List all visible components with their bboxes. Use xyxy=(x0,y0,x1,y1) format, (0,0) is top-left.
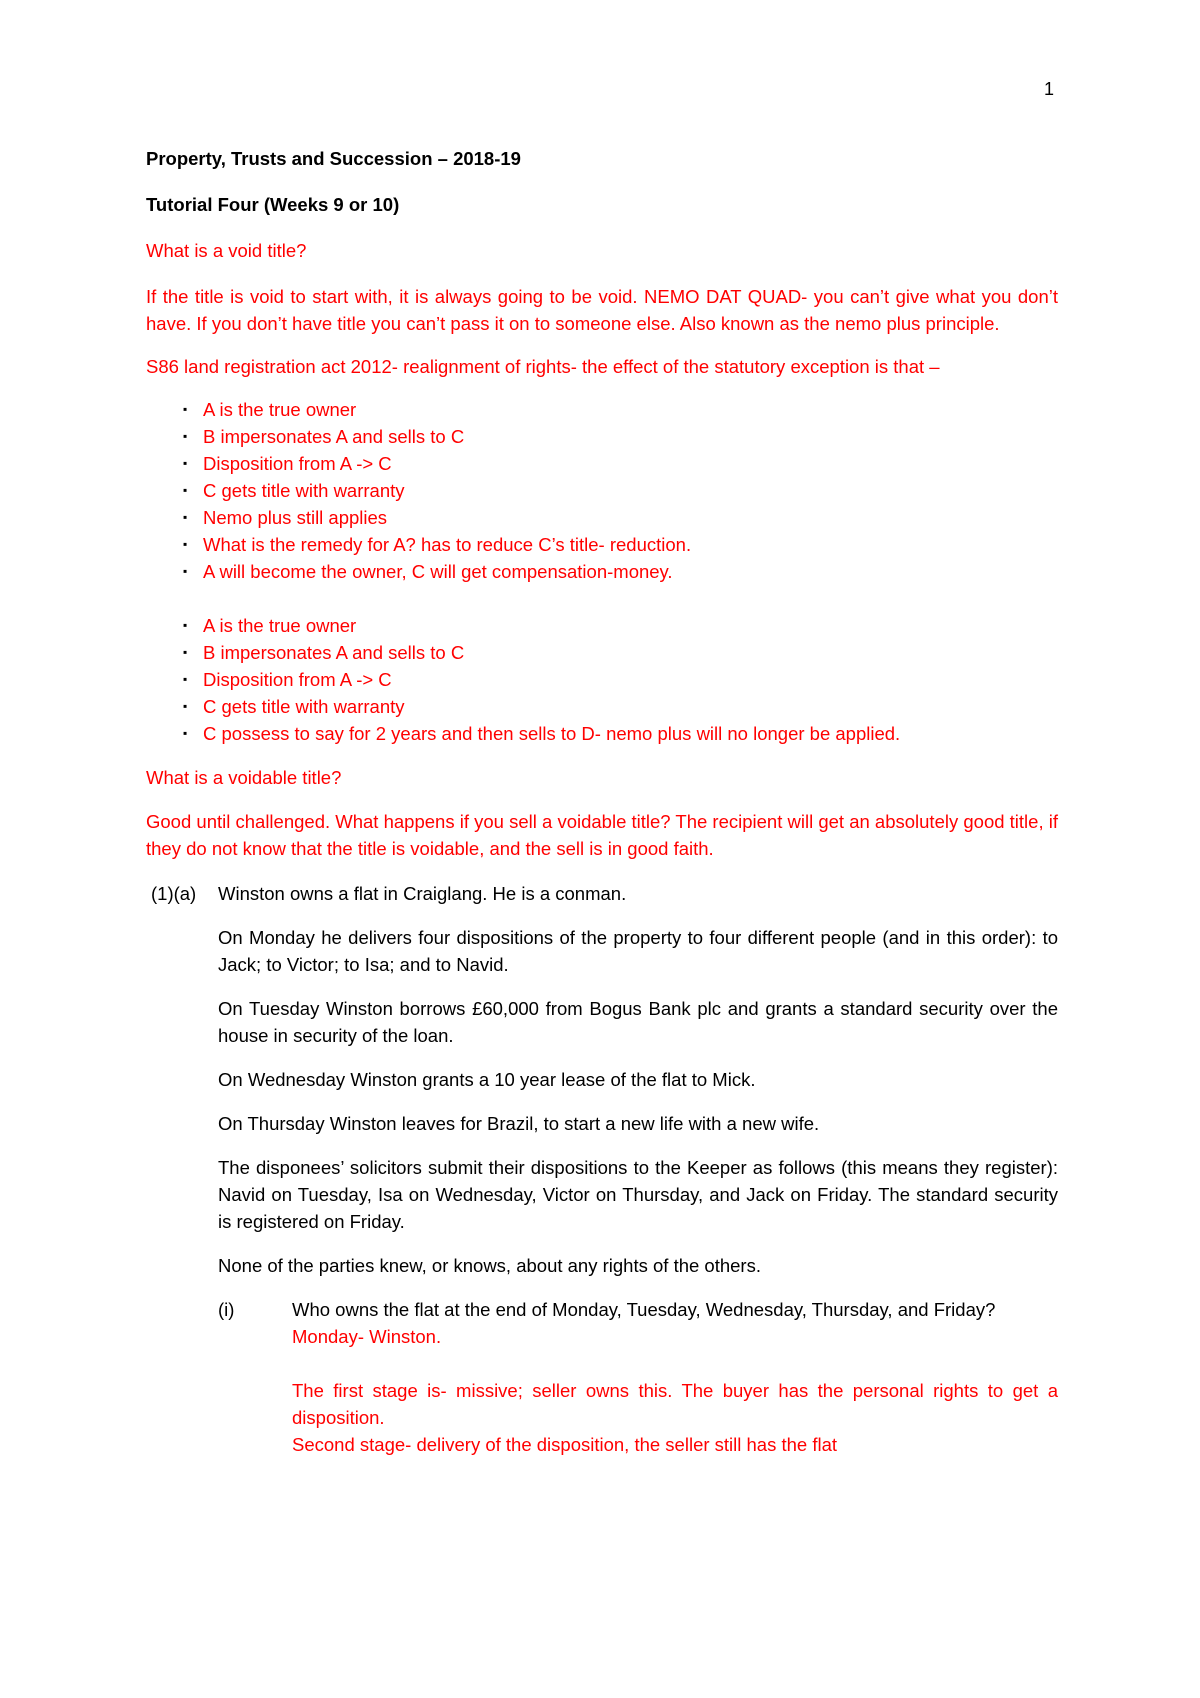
sub-question-text: Who owns the flat at the end of Monday, Tuesday, Wednesday, Thursday, and Friday? xyxy=(292,1299,996,1320)
list-item: ▪ Disposition from A -> C xyxy=(203,666,1058,693)
question-paragraph: On Monday he delivers four dispositions of the property to four different people (and in this order): to Jack; to Victor; to Isa; and to Navid. xyxy=(218,927,1058,975)
question-paragraph: None of the parties knew, or knows, about any rights of the others. xyxy=(218,1255,761,1276)
question-paragraph: On Wednesday Winston grants a 10 year lease of the flat to Mick. xyxy=(218,1069,756,1090)
question-paragraph: On Tuesday Winston borrows £60,000 from Bogus Bank plc and grants a standard security over the house in security of the loan. xyxy=(218,998,1058,1046)
list-item: ▪ A is the true owner xyxy=(203,612,1058,639)
question-intro: Winston owns a flat in Craiglang. He is a conman. xyxy=(218,883,627,904)
answer-second-stage: Second stage- delivery of the disposition, the seller still has the flat xyxy=(292,1434,838,1455)
list-item: ▪ What is the remedy for A? has to reduce C’s title- reduction. xyxy=(203,531,1058,558)
void-question: What is a void title? xyxy=(146,240,307,261)
voidable-answer: Good until challenged. What happens if you sell a voidable title? The recipient will get an absolutely good title, if they do not know that the title is voidable, and the sell is in good faith. xyxy=(146,811,1058,859)
list-item: ▪ C possess to say for 2 years and then sells to D- nemo plus will no longer be applied. xyxy=(203,720,1058,747)
s86-paragraph: S86 land registration act 2012- realignment of rights- the effect of the statutory exception is that – xyxy=(146,356,940,377)
sub-question-number: (i) xyxy=(218,1299,235,1320)
list-item: ▪ Nemo plus still applies xyxy=(203,504,1058,531)
question-paragraph: On Thursday Winston leaves for Brazil, to start a new life with a new wife. xyxy=(218,1113,820,1134)
sub-question-i xyxy=(146,1296,1058,1458)
question-number: (1)(a) xyxy=(151,883,197,904)
bullet-list-1 xyxy=(146,396,1058,585)
question-paragraph: The disponees’ solicitors submit their dispositions to the Keeper as follows (this means they register): Navid on Tuesday, Isa on Wednesday, Victor on Thursday, and Jack on Friday. The standard security is registered on Friday. xyxy=(218,1157,1058,1232)
voidable-question: What is a voidable title? xyxy=(146,767,342,788)
void-answer: If the title is void to start with, it is always going to be void. NEMO DAT QUAD- you can’t give what you don’t have. If you don’t have title you can’t pass it on to someone else. Also known as the nemo plus principle. xyxy=(146,286,1058,334)
page-number: 1 xyxy=(1044,79,1055,99)
list-item: ▪ A will become the owner, C will get compensation-money. xyxy=(203,558,1058,585)
list-item: ▪ C gets title with warranty xyxy=(203,693,1058,720)
answer-first-stage: The first stage is- missive; seller owns this. The buyer has the personal rights to get a disposition. xyxy=(292,1380,1058,1428)
document-body xyxy=(146,145,1058,1458)
list-item: ▪ Disposition from A -> C xyxy=(203,450,1058,477)
list-item: ▪ C gets title with warranty xyxy=(203,477,1058,504)
list-item: ▪ B impersonates A and sells to C xyxy=(203,639,1058,666)
list-item: ▪ B impersonates A and sells to C xyxy=(203,423,1058,450)
bullet-list-2 xyxy=(146,612,1058,747)
list-item: ▪ A is the true owner xyxy=(203,396,1058,423)
question-1a xyxy=(146,880,1058,1279)
tutorial-heading: Tutorial Four (Weeks 9 or 10) xyxy=(146,194,400,215)
answer-monday: Monday- Winston. xyxy=(292,1326,442,1347)
document-title: Property, Trusts and Succession – 2018-19 xyxy=(146,148,521,169)
